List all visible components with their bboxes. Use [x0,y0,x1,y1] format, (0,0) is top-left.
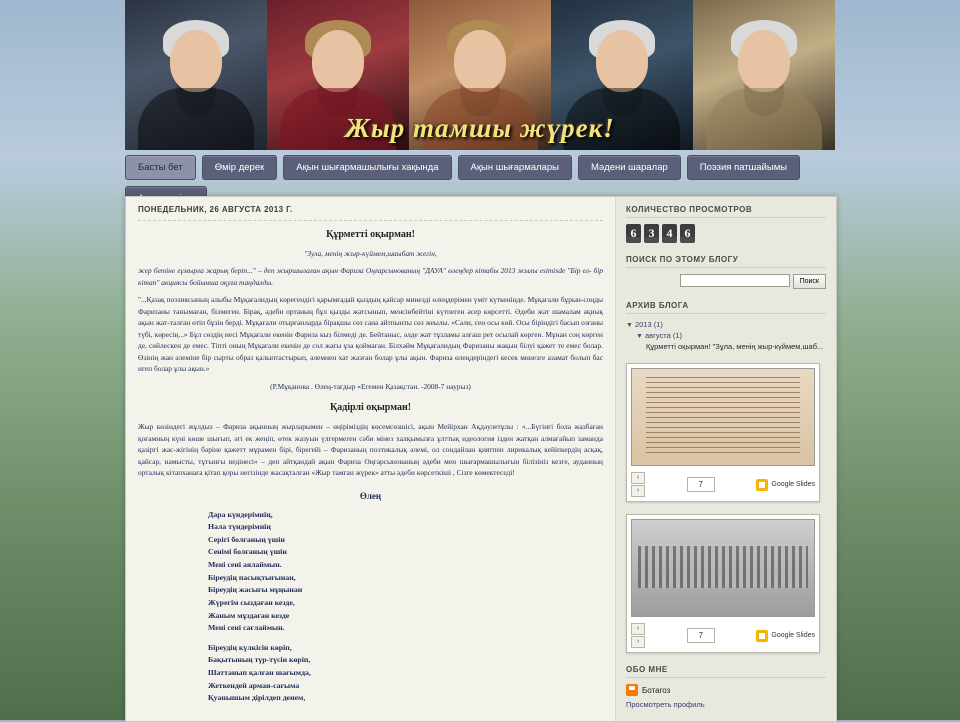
post-paragraph-4: Жыр көзiндегi жұлдыз – Фариза ақынның жырларымен – өңiрiмiздiң көсемсөзшiсi, ақын Мейiрхан Ақдәулетұлы : «...Бүгiнгi бола жазбаған қоғамның күнi көше шығып, әгi ек жеңiп, өтек жазуын үлгермеген сәби мiнез халқымызға ұлттық идеология iзден жатқан алмағайып заманда қазiргi жас-жiгiнiң бәрiне қажетт мұрамен бiрi, бiрегейi – Фаризаның поэтикалық әлемi, ол сондайлан қиятпен лирикалық кейiпкердiң асқақ, қайсар, намысты, тұтынғы ведiнесi» – деп айтқандай ақын Фариза Оңғарсынованың әдеби мен шығармашылығын бiлiзiнiз кезге, ауданның орталық кiтапханаға қiтап қоры негiзiнде жасақталған «Жыр тамған жүрек» атты әдеби көрсеткiшi , Сiзге көмектеседi! [138,422,603,478]
site-banner [125,0,835,150]
post-paragraph-source: (Р.Мұқанова . Өлең-тағдыр «Егемен Қазақстан. -2008-7 наурыз) [270,381,471,391]
slide-thumbnail-1[interactable] [631,368,815,466]
profile-row[interactable] [626,684,826,696]
poem-line: Бiреудiң күлкiсiн көрiп, [208,642,292,652]
google-slides-label-1[interactable] [756,479,815,491]
slide-prev-icon[interactable]: ‹ [631,472,645,484]
counter-digit: 6 [680,224,695,243]
google-slides-label-2[interactable] [756,630,815,642]
poem-line: Бiреудiң пасықтығынан, [208,572,296,582]
poem-line: Жүрегiм сыздаған кезде, [208,597,295,607]
portrait-face [454,30,506,92]
slide-controls-2 [627,621,819,652]
content-shell [125,196,837,722]
post-title: Құрметті оқырман! [326,229,415,240]
about-me-heading: ОБО МНЕ [626,665,826,678]
slide-page-number-2[interactable]: 7 [687,628,715,643]
slide-next-icon[interactable]: › [631,485,645,497]
poem-heading: Өлең [359,490,382,501]
nav-tab-cultural-events[interactable]: Мәдени шаралар [578,155,681,180]
slide-box-2 [626,514,820,653]
nav-tab-about-works[interactable]: Ақын шығармашылығы хақында [283,155,451,180]
poem-line: Бiреудiң жасығы мұңынан [208,585,303,595]
views-heading: КОЛИЧЕСТВО ПРОСМОТРОВ [626,205,826,218]
post-paragraph-1: "Зула, менiң жыр-күймем,шаыбат жегiн, [304,249,437,258]
nav-tab-poetry-queen[interactable]: Поэзия патшайымы [687,155,800,180]
slide-controls-1 [627,470,819,501]
poem-body [208,509,603,705]
slide-prev-icon[interactable]: ‹ [631,623,645,635]
counter-digit: 4 [662,224,677,243]
post-column [126,197,616,721]
views-widget [626,205,826,243]
nav-tab-home[interactable]: Басты бет [125,155,196,180]
poem-line: Қуанышым дiрiлдеп денем, [208,693,306,703]
google-slides-text: Google Slides [771,632,815,639]
poem-line: Жеткендей арман-сағыма [208,680,300,690]
search-row [626,274,826,289]
chevron-down-icon: ▼ [636,333,643,340]
counter-digit: 6 [626,224,641,243]
archive-month-label: августа (1) [644,331,683,340]
view-profile-link[interactable]: Просмотреть профиль [626,700,705,709]
search-heading: ПОИСК ПО ЭТОМУ БЛОГУ [626,255,826,268]
poem-line: Сенiмi болғаның үшiн [208,547,287,557]
about-me-widget [626,665,826,709]
portrait-face [170,30,222,92]
search-button[interactable]: Поиск [793,274,826,289]
portrait-face [312,30,364,92]
google-slides-icon [756,630,768,642]
post-date: ПОНЕДЕЛЬНИК, 26 АВГУСТА 2013 Г. [138,205,603,221]
chevron-down-icon: ▼ [626,322,633,329]
search-widget [626,255,826,289]
poem-line: Нала түндерiмнiң [208,522,271,532]
slide-arrows-2 [631,623,645,648]
poem-line: Менi сенi сағлаймын. [208,623,285,633]
archive-year-label: 2013 (1) [634,320,663,329]
post-paragraph-2: жер бетiне ғұмырға жарық берiп..." – деп жыршылаған ақын Фариза Оңғарсынованың "ДАУА" өлеңдер кiтабы 2013 жылы еsimisde "Бiр ел- бiр кiтап" акциясы бойынша оқуға таңдалды. [138,266,603,287]
poem-line: Менi сенi аялаймын. [208,560,282,569]
slide-page-number-1[interactable]: 7 [687,477,715,492]
slides-widget-2 [626,514,826,653]
profile-name: Ботагоз [642,685,671,695]
post-paragraph-3: "...Қазақ поэзиясының алыбы Мұқағалидың көрегендiгi қарымғадай қыздың қайсар минезді өлеңдерiмен үмiт күткенiнде. Мұқағали бұрын-соңды Фаризаны танымаған, бiлмеген. Бiрақ, әдеби ортаның бұл қызды жатсынып, менсiнбейтiнi күтпеген әсер көрсетті. Әдеби жат шамалам ақиық ақын жат-талған өтiп бұзiн бердi. Мұқағали отырғанларда бiрақшы сөз сана айтпынты сөз жеылы. «Сәли, сен осы көй. Осы бiрiндiгi басып озғаны түбi, көресiң...» Бұл сөздiң иесi Мұқағали екенiн Фариза кыз бiлмедi де. Бейтаныс, әлде жат тұзламы алғаш рет осылай көрген. Мұнан соң көрген де, сөйлескен де емес. Тiптi оның Мұқағали екенiн де сол жағы ұза қоймаған. Бiлхәйм Мұқағалидың Фаризаны жақын бiлуi қажет те емес болар. Өзiнiң жан әлемiне бiр сырты образ қалыптастырып, әлемнен хат жазған болар ұлы ақын. Фариза өлеңдерiндегi кесек минезге азамат болып бас игеп болар ұлы ақын.» [138,295,603,374]
poem-line: Шаттанып қалған шағымда, [208,668,311,677]
nav-tab-works[interactable]: Ақын шығармалары [458,155,572,180]
google-slides-icon [756,479,768,491]
archive-post-link[interactable]: Құрметті оқырман! "Зұла, менің жыр-күймем,шаб... [646,342,824,351]
archive-year[interactable] [626,320,826,329]
archive-heading: АРХИВ БЛОГА [626,301,826,314]
counter-digit: 3 [644,224,659,243]
slide-arrows-1 [631,472,645,497]
site-title: Жыр тамшы жүрек! [345,113,615,143]
slide-next-icon[interactable]: › [631,636,645,648]
sidebar [616,197,836,721]
portrait-face [738,30,790,92]
poem-stanza-1 [208,509,603,635]
archive-month[interactable] [636,331,826,340]
poem-line: Бақытының түр-түсiн көрiп, [208,655,311,665]
blogger-profile-icon [626,684,638,696]
google-slides-text: Google Slides [771,481,815,488]
search-input[interactable] [680,274,790,287]
view-counter [626,224,826,243]
slides-widget-1 [626,363,826,502]
poem-line: Жаным мұздаған кезде [208,610,290,620]
portrait-face [596,30,648,92]
archive-widget [626,301,826,351]
post-subtitle: Қадірлі оқырман! [329,402,412,414]
poem-line: Серiгi болғаның үшiн [208,534,285,544]
slide-thumbnail-2[interactable] [631,519,815,617]
poem-stanza-2 [208,642,603,705]
slide-box-1 [626,363,820,502]
nav-tab-biography[interactable]: Өмір дерек [202,155,278,180]
poem-line: Дара күндерiмнiң, [208,509,273,519]
